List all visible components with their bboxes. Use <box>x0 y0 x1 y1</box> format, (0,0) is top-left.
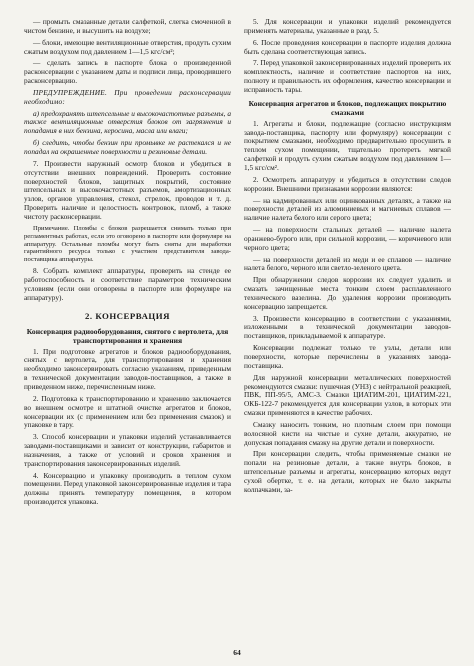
paragraph: 1. При подготовке агрегатов и блоков радиооборудования, снятых с вертолета, для транспортирования и хранения необходимо законсервировать согласно указаниям, приведенным в технической документации заводов-поставщиков, а также в приведенном ниже, перечисленным ниже. <box>24 346 231 391</box>
paragraph: Консервации подлежат только те узлы, детали или поверхности, которые перечислены в указаниях завода-поставщика. <box>244 343 451 370</box>
paragraph: При обнаружении следов коррозии их следует удалить и смазать зачищенные места тонким слоем расплавленного технического вазелина. До удаления коррозии производить консервацию запрещается. <box>244 275 451 311</box>
paragraph: 6. После проведения консервации в паспорте изделия должна быть сделана соответствующая запись. <box>244 37 451 56</box>
warning-item: б) следить, чтобы бензин при промывке не растекался и не попадал на окрашенные поверхности и резиновые детали. <box>24 138 231 156</box>
paragraph: — сделать запись в паспорте блока о произведенной расконсервации с указанием даты и подписи лица, проводившего расконсервацию. <box>24 58 231 86</box>
paragraph: 3. Способ консервации и упаковки изделий устанавливается заводами-поставщиками и зависит от конструкции, габаритов и назначения, а также от условий и сроков хранения и транспортирования законсервированных изделий. <box>24 432 231 468</box>
right-column <box>244 18 451 510</box>
paragraph: 5. Для консервации и упаковки изделий рекомендуется применять материалы, указанные в разд. 5. <box>244 17 451 35</box>
paragraph: Для наружной консервации металлических поверхностей рекомендуются смазки: пушечная (УНЗ) с нейтральной реакцией, ПВК, ПП-95/5, АМС-3. Смазки ЦИАТИМ-201, ЦИАТИМ-221, ОКБ-122-7 рекомендуется для консервации узлов, в которых эти смазки применяются в качестве рабочих. <box>244 372 451 418</box>
paragraph: При консервации следить, чтобы применяемые смазки не попали на резиновые детали, а также внутрь блоков, в штепсельные разъемы и агрегаты, консервацию которых ведут сухой обертке, т. е. на детали, которых не было закрыты колпачками, за- <box>244 449 451 494</box>
paragraph: 7. Произвести наружный осмотр блоков и убедиться в отсутствии внешних повреждений. Проверить состояние поверхностей блоков, защитных покрытий, состояние штепсельных и высокочастотных разъемов, амортизационных узлов, органов управления, стекол, стрелок, проводов и т. д. Проверить наличие и целостность контровок, пломб, а также чистоту расконсервации. <box>24 158 231 221</box>
warning-title: ПРЕДУПРЕЖДЕНИЕ. При проведении расконсервации необходимо: <box>24 87 231 106</box>
paragraph: — на поверхности деталей из меди и ее сплавов — наличие налета белого, черного или светло-зеленого цвета. <box>244 254 451 273</box>
paragraph: — блоки, имеющие вентиляционные отверстия, продуть сухим сжатым воздухом под давлением 1—1,5 кгс/см²; <box>24 37 231 56</box>
note: Примечание. Пломбы с блоков разрешается снимать только при регламентных работах, если это оговорено в паспорте или формуляре на аппаратуру. Остальные пломбы могут быть сняты для выработки гарантийного ресурса только с участием представителя завода-поставщика аппаратуры. <box>24 224 231 264</box>
paragraph: 3. Произвести консервацию в соответствии с указаниями, изложенными в технической документации заводов-поставщиков, прикладываемой к аппаратуре. <box>244 313 451 341</box>
paragraph: Смазку наносить тонким, но плотным слоем при помощи волосяной кисти на чистые и сухие детали, аккуратно, не допуская попадания смазку на другие детали и поверхности. <box>244 419 451 447</box>
paragraph: — промыть смазанные детали салфеткой, слегка смоченной в чистом бензине, и высушить на воздухе; <box>24 17 231 35</box>
warning-item: а) предохранять штепсельные и высокочастотные разъемы, а также вентиляционные отверстия блоков от загрязнения и попадания в них бензина, керосина, масла или влаги; <box>24 108 231 136</box>
paragraph: — на поверхности стальных деталей — наличие налета оранжево-бурого или, при сильной коррозии, — коричневого или черного цвета; <box>244 225 451 252</box>
paragraph: 4. Консервацию и упаковку производить в теплом сухом помещении. Перед упаковкой законсервированные изделия и тара должны принять температуру помещения, в котором производится упаковка. <box>24 470 231 507</box>
left-column <box>24 18 231 510</box>
page-number: 64 <box>233 648 241 657</box>
section-heading: 2. КОНСЕРВАЦИЯ <box>85 310 170 321</box>
subsection-heading: Консервация радиооборудования, снятого с вертолета, для транспортирования и хранения <box>26 326 229 345</box>
paragraph: 2. Осмотреть аппаратуру и убедиться в отсутствии следов коррозии. Внешними признаками коррозии являются: <box>244 174 451 193</box>
subsection-heading: Консервация агрегатов и блоков, подлежащих покрытию смазками <box>248 98 447 117</box>
paragraph: 8. Собрать комплект аппаратуры, проверить на стенде ее работоспособность и соответствие параметров техническим условиям (если они оговорены в паспорте или формуляре на аппаратуру). <box>24 266 231 302</box>
paragraph: 7. Перед упаковкой законсервированных изделий проверить их комплектность, наличие и соответствие паспортов на них, полноту и правильность их оформления, качество консервации и исправность тары. <box>244 58 451 94</box>
paragraph: 2. Подготовка к транспортированию и хранению заключается во внешнем осмотре и штатной очистке агрегатов и блоков, консервации их (с применением или без применения смазок) и упаковке в тару. <box>24 393 231 430</box>
paragraph: — на кадмированных или оцинкованных деталях, а также на поверхности деталей из алюминиевых и магниевых сплавов — наличие налета белого или серого цвета; <box>244 195 451 223</box>
paragraph: 1. Агрегаты и блоки, подлежащие (согласно инструкциям завода-поставщика, паспорту или формуляру) консервации с покрытием смазками, необходимо предварительно просушить в теплом сухом помещении, тщательно протереть мягкой салфеткой и продуть сухим сжатым воздухом под давлением 1—1,5 кгс/см². <box>244 118 451 172</box>
